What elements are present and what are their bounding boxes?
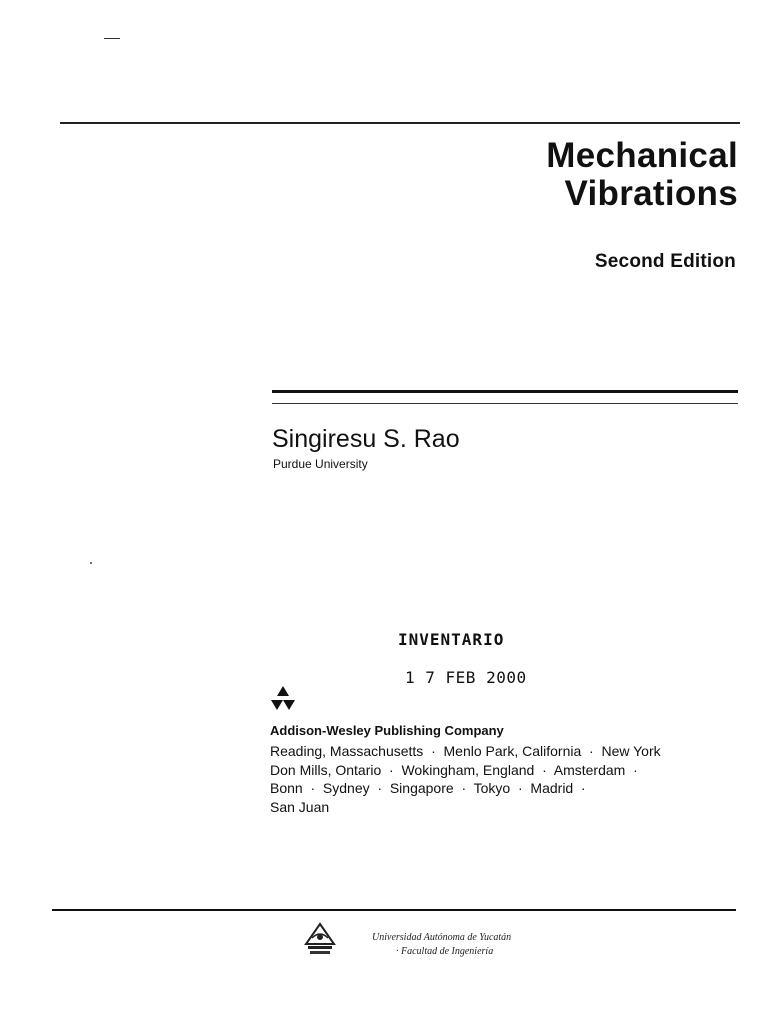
stray-mark (104, 38, 120, 39)
inventory-stamp-date: 1 7 FEB 2000 (405, 668, 527, 687)
cities-line: San Juan (270, 798, 330, 815)
title-line-2: Vibrations (564, 174, 738, 213)
author-rule-thick (272, 390, 738, 393)
top-rule (60, 122, 740, 124)
library-stamp-line-1: Universidad Autónoma de Yucatán (372, 932, 512, 943)
university-seal-icon (302, 922, 338, 956)
stray-speck (90, 562, 92, 564)
cities-line: Don Mills, Ontario · Wokingham, England · Amsterdam · (270, 761, 638, 778)
author-affiliation: Purdue University (273, 457, 368, 471)
library-stamp (372, 931, 511, 959)
library-stamp-line-2: · Facultad de Ingeniería (396, 946, 494, 957)
publisher-logo-icon (267, 686, 299, 714)
cities-line: Bonn · Sydney · Singapore · Tokyo · Madrid · (270, 780, 586, 796)
author-name: Singiresu S. Rao (272, 425, 460, 453)
edition-label: Second Edition (594, 251, 736, 272)
author-rule-thin (272, 403, 738, 404)
cities-line: Reading, Massachusetts · Menlo Park, California · New York (270, 743, 661, 759)
book-title (546, 137, 738, 213)
title-line-1: Mechanical (546, 136, 738, 175)
publisher-cities (270, 742, 661, 816)
bottom-rule (52, 909, 736, 911)
inventory-stamp: INVENTARIO (398, 630, 505, 649)
publisher-name: Addison-Wesley Publishing Company (270, 723, 504, 738)
